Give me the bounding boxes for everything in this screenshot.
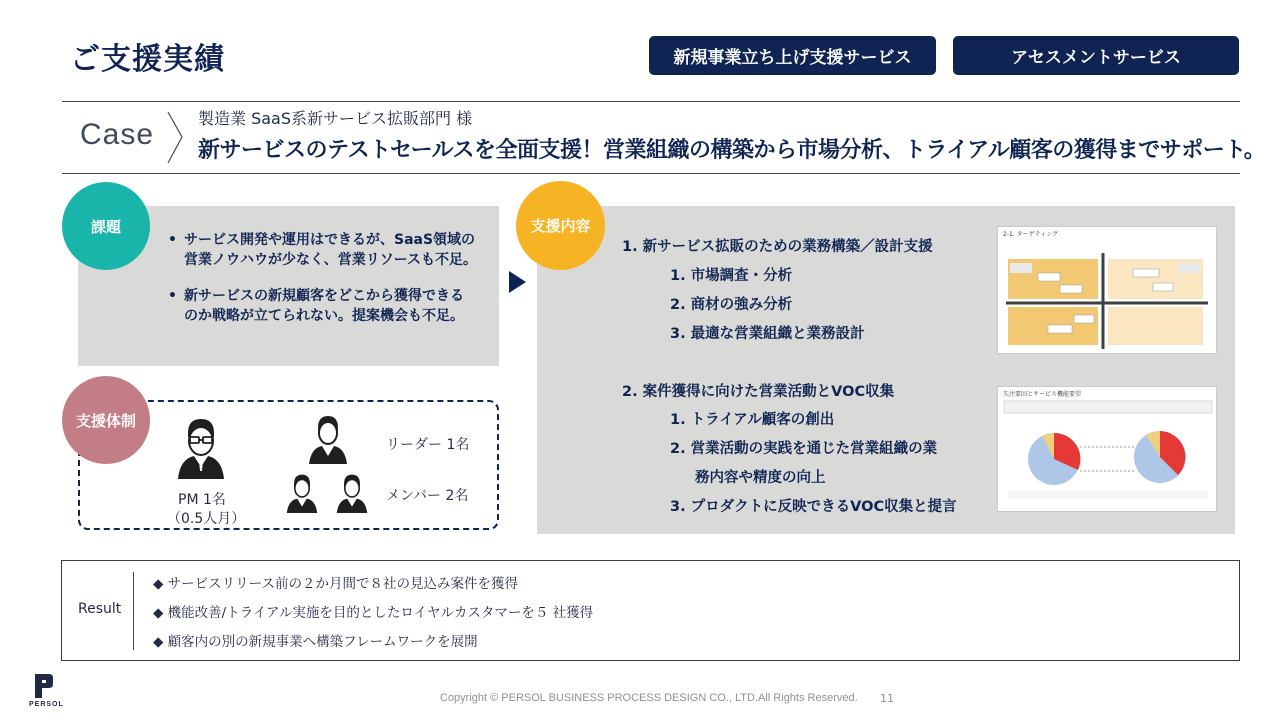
- leader-person-icon: [308, 414, 348, 464]
- member-person-icon: [336, 472, 368, 514]
- member-person-icon: [286, 472, 318, 514]
- result-item: ◆ 顧客内の別の新規事業へ構築フレームワークを展開: [153, 634, 478, 650]
- new-business-support-button[interactable]: 新規事業立ち上げ支援サービス: [649, 36, 936, 75]
- targeting-matrix-image: [998, 227, 1218, 355]
- lost-reasons-thumbnail-title: 失注要因とサービス機能要望: [1003, 391, 1082, 398]
- support-subitem: 2. 商材の強み分析: [670, 297, 793, 313]
- support-subitem: 1. 市場調査・分析: [670, 268, 793, 284]
- pm-note: （0.5人月）: [167, 511, 246, 527]
- result-item: ◆ 機能改善/トライアル実施を目的としたロイヤルカスタマーを５ 社獲得: [153, 605, 594, 621]
- support-subitem: 2. 営業活動の実践を通じた営業組織の業: [670, 441, 938, 457]
- support-section-heading: 2. 案件獲得に向けた営業活動とVOC収集: [622, 384, 895, 400]
- case-headline: 新サービスのテストセールスを全面支援！営業組織の構築から市場分析、トライアル顧客の獲得までサポート。: [198, 138, 1266, 163]
- targeting-thumbnail: [997, 226, 1217, 354]
- support-section-heading: 1. 新サービス拡販のための業務構築／設計支援: [622, 239, 933, 255]
- result-divider: [133, 572, 134, 650]
- page-number: 11: [880, 692, 894, 705]
- issue-badge: 課題: [62, 182, 150, 270]
- persol-logo-icon: [33, 672, 55, 700]
- lost-reasons-thumbnail: [997, 386, 1217, 512]
- arrow-right-icon: [509, 271, 526, 293]
- pm-label: PM 1名: [178, 492, 226, 508]
- copyright-text: Copyright © PERSOL BUSINESS PROCESS DESIGN CO., LTD.All Rights Reserved.: [440, 692, 858, 704]
- lost-reasons-pie-image: [998, 387, 1218, 513]
- issue-item-line: • サービス開発や運用はできるが、SaaS領域の: [184, 232, 476, 248]
- support-subitem: 3. 最適な営業組織と業務設計: [670, 326, 865, 342]
- issue-item-line: • 新サービスの新規顧客をどこから獲得できる: [184, 288, 464, 304]
- issue-item: [168, 286, 488, 326]
- case-divider-bottom: [62, 173, 1240, 174]
- support-subitem: 3. プロダクトに反映できるVOC収集と提言: [670, 499, 957, 515]
- assessment-service-button[interactable]: アセスメントサービス: [953, 36, 1239, 75]
- team-badge: 支援体制: [62, 376, 150, 464]
- chevron-right-icon: [165, 110, 185, 165]
- case-divider-top: [62, 101, 1240, 102]
- targeting-thumbnail-title: 2-1. ターゲティング: [1003, 231, 1059, 238]
- leader-label: リーダー 1名: [386, 437, 470, 453]
- persol-logo-text: PERSOL: [29, 701, 64, 708]
- pm-person-icon: [176, 415, 226, 479]
- support-badge: 支援内容: [516, 181, 605, 270]
- issue-item-line: 営業ノウハウが少なく、営業リソースも不足。: [184, 252, 478, 268]
- issue-item: [168, 230, 488, 270]
- case-label: Case: [80, 118, 155, 151]
- issue-item-line: のか戦略が立てられない。提案機会も不足。: [184, 308, 464, 324]
- result-label: Result: [78, 601, 122, 617]
- result-item: ◆ サービスリリース前の２か月間で８社の見込み案件を獲得: [153, 576, 518, 592]
- page-title: ご支援実績: [70, 42, 225, 77]
- case-client: 製造業 SaaS系新サービス拡販部門 様: [198, 109, 473, 128]
- support-subitem: 1. トライアル顧客の創出: [670, 412, 835, 428]
- member-label: メンバー 2名: [386, 488, 469, 504]
- support-subitem-continued: 務内容や精度の向上: [695, 470, 826, 486]
